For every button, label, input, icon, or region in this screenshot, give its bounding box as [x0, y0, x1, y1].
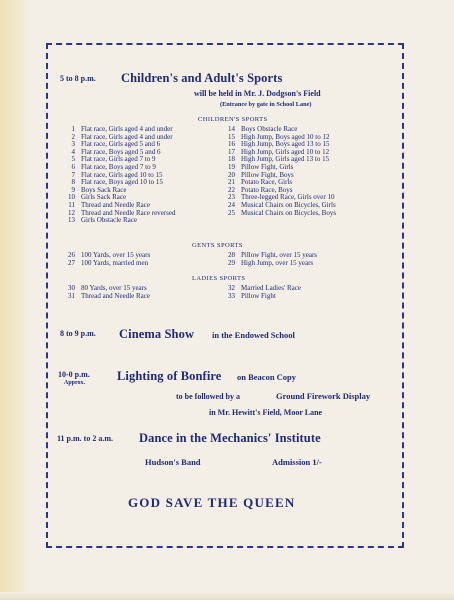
sports-title: Children's and Adult's Sports — [121, 71, 283, 85]
paper-shading — [0, 0, 30, 600]
dance-admission: Admission 1/- — [272, 457, 322, 467]
dance-band: Hudson's Band — [145, 457, 201, 467]
event-row: 8 Flat race, Boys aged 10 to 15 — [71, 178, 163, 187]
sports-time: 5 to 8 p.m. — [60, 74, 96, 83]
event-row: 7 Flat race, Girls aged 10 to 15 — [71, 170, 163, 179]
event-row: 26 100 Yards, over 15 years — [68, 251, 151, 259]
event-row: 5 Flat race, Girls aged 7 to 9 — [71, 155, 156, 164]
gents-events-left — [62, 252, 150, 267]
childrens-sports-heading: CHILDREN'S SPORTS — [198, 116, 268, 123]
firework-location: in Mr. Hewitt's Field, Moor Lane — [209, 408, 323, 417]
gents-events-right — [222, 252, 317, 267]
event-row: 9 Boys Sack Race — [71, 185, 127, 194]
firework-display: Ground Firework Display — [276, 391, 371, 401]
bonfire-time-note: Approx. — [64, 380, 86, 386]
sports-venue: will be held in Mr. J. Dodgson's Field — [194, 89, 321, 98]
event-row: 1 Flat race, Girls aged 4 and under — [71, 125, 173, 133]
event-row: 4 Flat race, Boys aged 5 and 6 — [71, 147, 161, 156]
event-row: 31 Thread and Needle Race — [68, 291, 150, 300]
sports-entrance: (Entrance by gate in School Lane) — [220, 101, 312, 108]
event-row: 23 Three-legged Race, Girls over 10 — [228, 193, 335, 202]
event-row: 21 Potato Race, Girls — [228, 178, 293, 187]
bonfire-followed: to be followed by a — [176, 392, 240, 401]
childrens-events-right — [222, 126, 336, 217]
event-row: 18 High Jump, Girls aged 13 to 15 — [228, 155, 330, 164]
event-row: 22 Potato Race, Boys — [228, 185, 293, 194]
cinema-time: 8 to 9 p.m. — [60, 329, 96, 338]
bonfire-location: on Beacon Copy — [237, 372, 297, 382]
cinema-title: Cinema Show — [119, 327, 195, 341]
dance-title: Dance in the Mechanics' Institute — [139, 431, 321, 445]
event-row: 28 Pillow Fight, over 15 years — [228, 251, 318, 259]
event-row: 32 Married Ladies' Race — [228, 284, 301, 292]
ladies-events-left — [62, 285, 150, 300]
event-row: 25 Musical Chairs on Bicycles, Boys — [228, 208, 337, 217]
event-row: 30 80 Yards, over 15 years — [68, 284, 147, 292]
event-row: 27 100 Yards, married men — [68, 258, 149, 267]
bonfire-time: 10-0 p.m. — [58, 370, 90, 379]
event-row: 15 High Jump, Boys aged 10 to 12 — [228, 132, 330, 141]
event-row: 24 Musical Chairs on Bicycles, Girls — [228, 200, 336, 209]
bonfire-title: Lighting of Bonfire — [117, 369, 222, 383]
childrens-events-left — [62, 126, 175, 225]
event-row: 29 High Jump, over 15 years — [228, 258, 314, 267]
event-row: 12 Thread and Needle Race reversed — [68, 208, 176, 217]
cinema-location: in the Endowed School — [212, 330, 295, 340]
event-row: 6 Flat race, Boys aged 7 to 9 — [71, 162, 156, 171]
event-row: 11 Thread and Needle Race — [68, 200, 150, 209]
event-row: 20 Pillow Fight, Boys — [228, 170, 294, 179]
event-row: 10 Girls Sack Race — [68, 193, 127, 202]
event-row: 2 Flat race, Girls aged 4 and under — [71, 132, 173, 141]
paper-fold — [0, 592, 454, 600]
ladies-events-right — [222, 285, 301, 300]
dance-time: 11 p.m. to 2 a.m. — [57, 434, 113, 443]
event-row: 33 Pillow Fight — [228, 291, 276, 300]
event-row: 3 Flat race, Girls aged 5 and 6 — [71, 140, 161, 149]
event-row: 13 Girls Obstacle Race — [68, 216, 137, 225]
ladies-sports-heading: LADIES SPORTS — [192, 275, 246, 282]
gents-sports-heading: GENTS SPORTS — [192, 242, 243, 249]
finale-anthem: GOD SAVE THE QUEEN — [128, 495, 296, 510]
event-row: 14 Boys Obstacle Race — [228, 125, 298, 133]
event-row: 19 Pillow Fight, Girls — [228, 162, 294, 171]
event-row: 17 High Jump, Girls aged 10 to 12 — [228, 147, 330, 156]
event-row: 16 High Jump, Boys aged 13 to 15 — [228, 140, 330, 149]
